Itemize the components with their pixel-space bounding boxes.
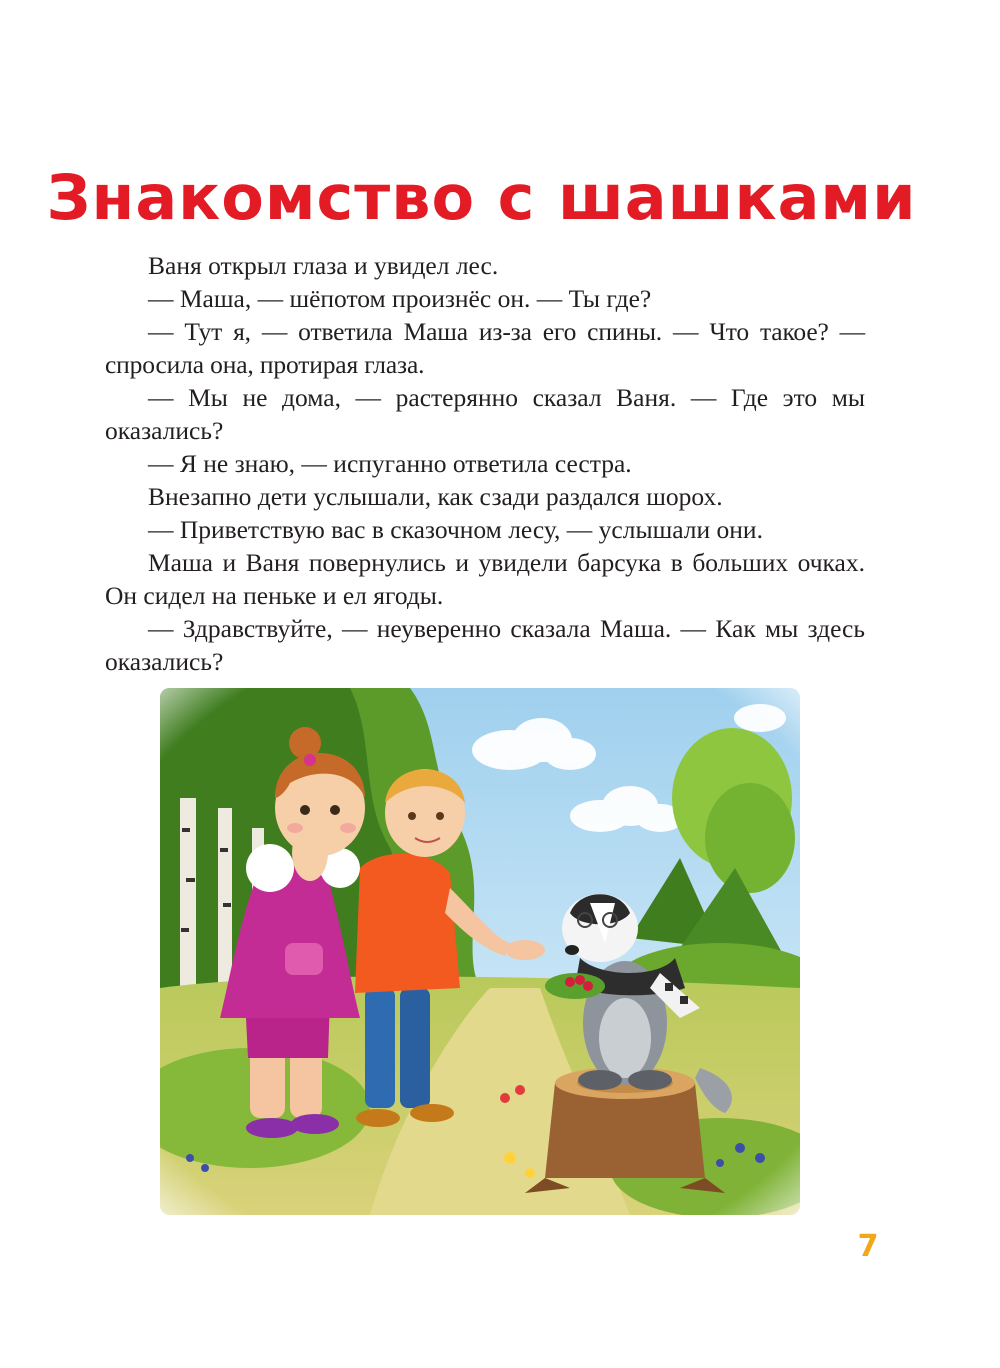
story-text bbox=[105, 249, 865, 678]
story-paragraph: — Здравствуйте, — неуверенно сказала Маша. — Как мы здесь оказались? bbox=[105, 614, 865, 676]
page-title: Знакомство с шашками bbox=[46, 161, 917, 234]
story-paragraph: Маша и Ваня повернулись и увидели барсука в больших очках. Он сидел на пеньке и ел ягоды. bbox=[105, 548, 865, 610]
forest-illustration bbox=[160, 688, 800, 1215]
page-number: 7 bbox=[857, 1229, 879, 1264]
story-paragraph: — Я не знаю, — испуганно ответила сестра. bbox=[148, 449, 632, 478]
story-paragraph: — Маша, — шёпотом произнёс он. — Ты где? bbox=[148, 284, 652, 313]
story-paragraph: — Тут я, — ответила Маша из-за его спины. — Что такое? — спросила она, протирая глаза. bbox=[105, 317, 865, 379]
story-paragraph: — Приветствую вас в сказочном лесу, — услышали они. bbox=[148, 515, 763, 544]
story-paragraph: Внезапно дети услышали, как сзади раздался шорох. bbox=[148, 482, 723, 511]
story-paragraph: — Мы не дома, — растерянно сказал Ваня. — Где это мы оказались? bbox=[105, 383, 865, 445]
story-paragraph: Ваня открыл глаза и увидел лес. bbox=[148, 251, 499, 280]
